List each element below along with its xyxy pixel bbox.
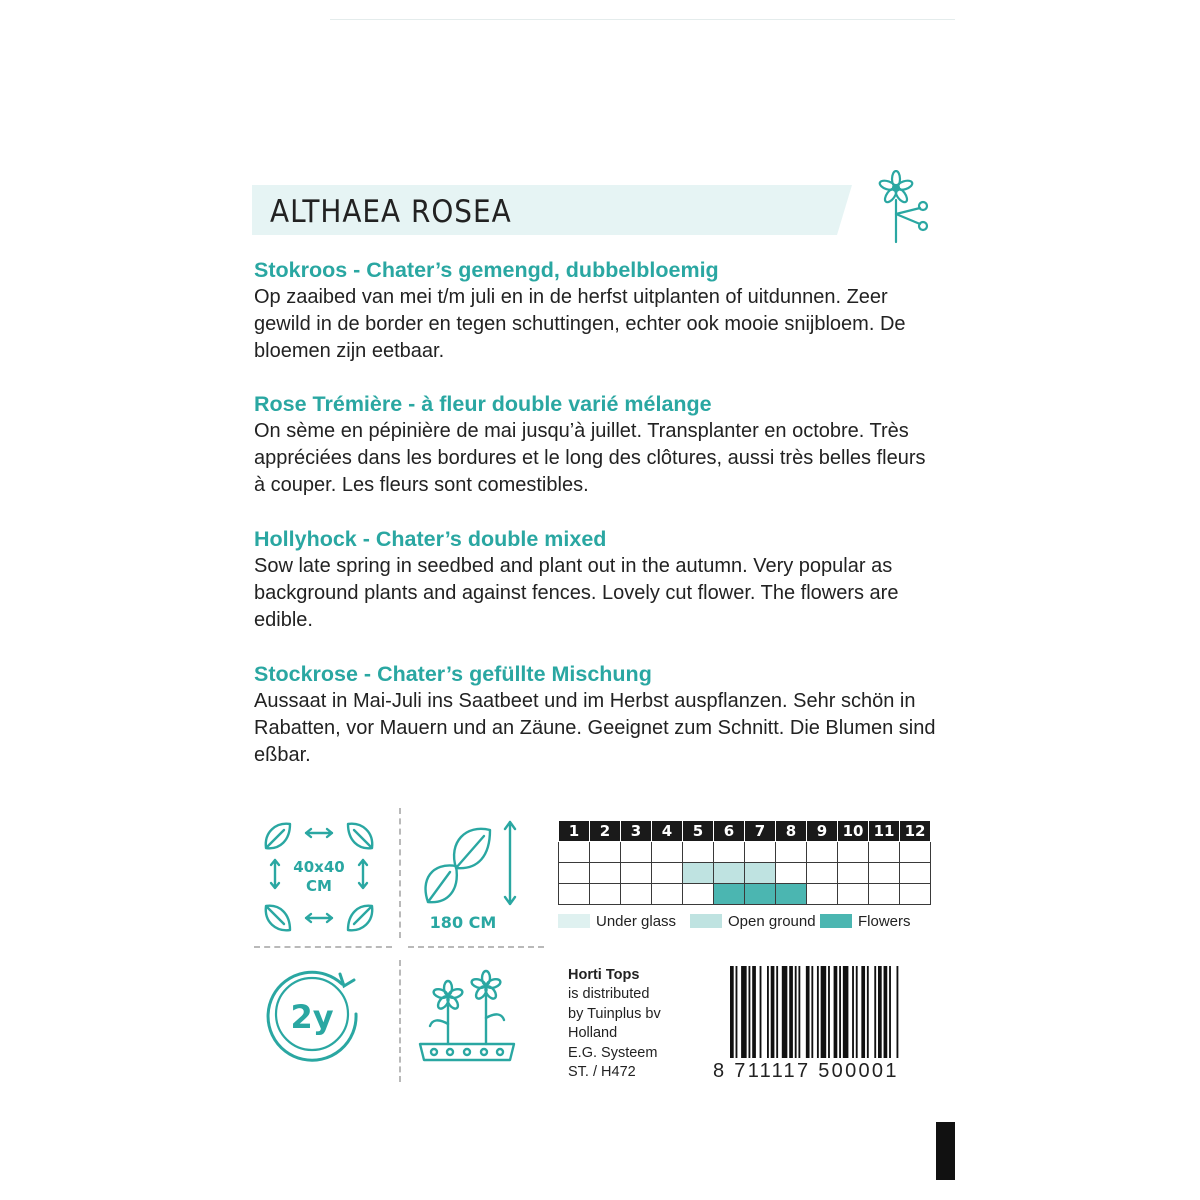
legend-under-glass (558, 913, 676, 930)
calendar-cell (745, 842, 776, 863)
barcode-bar (897, 966, 899, 1058)
barcode-bar (889, 966, 891, 1058)
barcode-bar (817, 966, 819, 1058)
calendar-row (559, 863, 931, 884)
calendar-cell (776, 884, 807, 905)
barcode-bar (811, 966, 813, 1058)
calendar-cell (559, 842, 590, 863)
distributor-line: is distributed (568, 986, 650, 1003)
distributor-line: Holland (568, 1025, 618, 1042)
divider-horizontal (254, 946, 392, 948)
section-english (254, 525, 959, 634)
body-line: bloemen zijn eetbaar. (254, 340, 445, 362)
body-line: edible. (254, 609, 313, 631)
distributor-line: E.G. Systeem (568, 1044, 658, 1061)
section-dutch (254, 256, 959, 365)
month-header: 1 (559, 821, 590, 842)
barcode-bar (789, 966, 793, 1058)
barcode-bar (856, 966, 858, 1058)
divider-vertical (399, 960, 401, 1082)
section-title: Stockrose - Chater’s gefüllte Mischung (254, 662, 652, 686)
barcode-bar (736, 966, 738, 1058)
barcode-bar (767, 966, 769, 1058)
body-line: On sème en pépinière de mai jusqu’à juillet. Transplanter en octobre. Très (254, 420, 909, 442)
barcode-bar (821, 966, 827, 1058)
calendar-cell (869, 863, 900, 884)
calendar-cell (559, 884, 590, 905)
barcode-number: 8 711117 500001 (713, 1060, 899, 1082)
month-header: 12 (900, 821, 931, 842)
plant-height-icon (418, 812, 538, 912)
distributor-line: ST. / H472 (568, 1064, 636, 1081)
month-header: 5 (683, 821, 714, 842)
barcode-bar (867, 966, 869, 1058)
month-header: 8 (776, 821, 807, 842)
barcode-bar (878, 966, 882, 1058)
calendar-cell (590, 863, 621, 884)
barcode-bar (861, 966, 865, 1058)
month-header: 3 (621, 821, 652, 842)
calendar-cell (745, 884, 776, 905)
legend-flowers (820, 913, 911, 930)
legend-swatch (558, 914, 590, 928)
calendar-cell (621, 863, 652, 884)
barcode-bar (839, 966, 841, 1058)
calendar-cell (714, 842, 745, 863)
calendar-cell (652, 863, 683, 884)
barcode-bar (752, 966, 756, 1058)
calendar-cell (621, 884, 652, 905)
calendar-cell (838, 863, 869, 884)
barcode-bar (828, 966, 830, 1058)
barcode-bar (874, 966, 876, 1058)
flower-scissors-icon (874, 170, 930, 246)
calendar-cell (714, 863, 745, 884)
month-header: 7 (745, 821, 776, 842)
barcode-bar (771, 966, 775, 1058)
black-marker-bar (936, 1122, 955, 1180)
barcode-bar (741, 966, 747, 1058)
section-body (254, 418, 959, 499)
legend-label: Open ground (728, 913, 816, 930)
legend-label: Under glass (596, 913, 677, 930)
distributor-info (568, 966, 661, 1082)
calendar-cell (683, 842, 714, 863)
calendar-header-row (559, 821, 931, 842)
barcode-bar (776, 966, 778, 1058)
calendar-cell (838, 842, 869, 863)
barcode-bar (760, 966, 762, 1058)
section-title: Stokroos - Chater’s gemengd, dubbelbloemig (254, 258, 719, 282)
calendar-cell (683, 863, 714, 884)
calendar-cell (683, 884, 714, 905)
barcode-bar (852, 966, 854, 1058)
section-french (254, 390, 959, 499)
calendar-cell (900, 842, 931, 863)
lifecycle-panel (262, 962, 362, 1062)
calendar-cell (900, 884, 931, 905)
body-line: à couper. Les fleurs sont comestibles. (254, 474, 589, 496)
barcode-bar (798, 966, 800, 1058)
calendar-cell (838, 884, 869, 905)
legend-swatch (820, 914, 852, 928)
calendar-cell (745, 863, 776, 884)
body-line: background plants and against fences. Lovely cut flower. The flowers are (254, 582, 899, 604)
month-header: 11 (869, 821, 900, 842)
section-german (254, 660, 959, 769)
calendar-cell (869, 884, 900, 905)
brand-name: Horti Tops (568, 967, 640, 983)
spacing-value: 40x40 (293, 858, 345, 876)
distributor-line: by Tuinplus bv (568, 1005, 661, 1022)
spacing-panel (254, 812, 384, 937)
month-header: 6 (714, 821, 745, 842)
legend-swatch (690, 914, 722, 928)
body-line: Aussaat in Mai-Juli ins Saatbeet und im Herbst auspflanzen. Sehr schön in (254, 690, 916, 712)
calendar-cell (807, 842, 838, 863)
calendar-row (559, 842, 931, 863)
sowing-calendar (558, 820, 931, 905)
body-line: appréciées dans les bordures et le long des clôtures, aussi très belles fleurs (254, 447, 926, 469)
section-body (254, 553, 959, 634)
page-title: ALTHAEA ROSEA (270, 194, 512, 230)
body-line: Rabatten, vor Mauern und an Zäune. Geeignet zum Schnitt. Die Blumen sind (254, 717, 936, 739)
calendar-cell (807, 863, 838, 884)
section-title: Rose Trémière - à fleur double varié mélange (254, 392, 712, 416)
barcode-bar (884, 966, 888, 1058)
section-title: Hollyhock - Chater’s double mixed (254, 527, 607, 551)
month-header: 10 (838, 821, 869, 842)
calendar-cell (776, 863, 807, 884)
legend-label: Flowers (858, 913, 911, 930)
calendar-cell (621, 842, 652, 863)
month-header: 9 (807, 821, 838, 842)
calendar-cell (652, 842, 683, 863)
month-header: 2 (590, 821, 621, 842)
section-body (254, 284, 959, 365)
body-line: eßbar. (254, 744, 311, 766)
calendar-cell (559, 863, 590, 884)
calendar-cell (807, 884, 838, 905)
barcode-bar (782, 966, 788, 1058)
spacing-label (254, 858, 384, 896)
legend-open-ground (690, 913, 816, 930)
barcode-bar (749, 966, 751, 1058)
barcode-bar (795, 966, 797, 1058)
body-line: gewild in de border en tegen schuttingen, echter ook mooie snijbloem. De (254, 313, 906, 335)
barcode-bar (834, 966, 838, 1058)
body-line: Sow late spring in seedbed and plant out in the autumn. Very popular as (254, 555, 893, 577)
barcode-bar (843, 966, 849, 1058)
calendar-cell (714, 884, 745, 905)
spacing-unit: CM (306, 877, 332, 895)
divider-horizontal (408, 946, 544, 948)
divider-vertical (399, 808, 401, 938)
calendar-cell (776, 842, 807, 863)
calendar-cell (652, 884, 683, 905)
calendar-cell (869, 842, 900, 863)
calendar-cell (900, 863, 931, 884)
lifecycle-label: 2y (290, 998, 334, 1036)
calendar-cell (590, 842, 621, 863)
barcode-bar (730, 966, 734, 1058)
month-header: 4 (652, 821, 683, 842)
height-panel (418, 812, 538, 937)
height-label: 180 CM (429, 913, 497, 932)
body-line: Op zaaibed van mei t/m juli en in de herfst uitplanten of uitdunnen. Zeer (254, 286, 888, 308)
calendar-row (559, 884, 931, 905)
top-divider (330, 19, 955, 20)
calendar-cell (590, 884, 621, 905)
barcode-bar (806, 966, 810, 1058)
section-body (254, 688, 959, 769)
seedling-tray-icon (412, 966, 522, 1066)
barcode (730, 966, 950, 1062)
